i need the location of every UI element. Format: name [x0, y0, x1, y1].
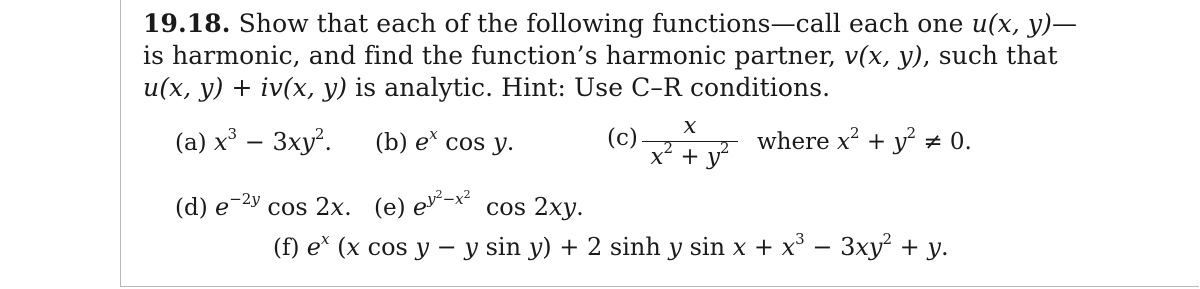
em-dash: — [1052, 9, 1078, 38]
problem-text-1: Show that each of the following functions—call each one [238, 9, 972, 38]
problem-line-1 [143, 8, 1078, 40]
part-b-expression: $e^x$ cos y. [414, 125, 515, 156]
part-c-condition: where $x^2 + y^2 \ne 0$. [757, 124, 972, 155]
part-f-label: (f) [273, 235, 300, 261]
part-e-expression: $e^{y^2-x^2}$ cos 2xy. [412, 188, 584, 221]
part-d-expression: $e^{-2y}$ cos 2x. [214, 190, 352, 221]
part-e [374, 188, 584, 222]
problem-number: 19.18. [143, 9, 231, 38]
part-e-label: (e) [374, 195, 406, 221]
part-a [175, 125, 332, 157]
function-u: u(x, y) [971, 9, 1052, 38]
part-b-label: (b) [375, 130, 408, 156]
part-d-label: (d) [175, 195, 208, 221]
problem-text-2b: , such that [922, 41, 1058, 70]
part-b [375, 125, 515, 157]
part-c-label: (c) [607, 125, 638, 151]
part-c-fraction [640, 113, 740, 171]
part-f [273, 230, 949, 262]
problem-line-3 [143, 72, 1013, 104]
analytic-expression: u(x, y) + iv(x, y) [143, 73, 348, 102]
problem-line-2 [143, 40, 1058, 72]
function-v: v(x, y) [844, 41, 923, 70]
part-a-expression: $x^3 - 3xy^2$. [213, 125, 332, 156]
part-c-numerator: x [683, 113, 697, 139]
part-c-denominator: $x^2 + y^2$ [650, 139, 730, 171]
problem-text-2a: is harmonic, and find the function’s harmonic partner, [143, 41, 845, 70]
part-d [175, 190, 352, 222]
problem-text-3: is analytic. Hint: Use C–R conditions. [347, 73, 831, 102]
problem-statement [143, 8, 1078, 104]
part-c [607, 124, 638, 152]
part-f-expression: $e^x$ (x cos y − y sin y) + 2 sinh y $\sin x + x^3 - 3xy^2 + y$. [306, 230, 949, 261]
part-a-label: (a) [175, 130, 207, 156]
